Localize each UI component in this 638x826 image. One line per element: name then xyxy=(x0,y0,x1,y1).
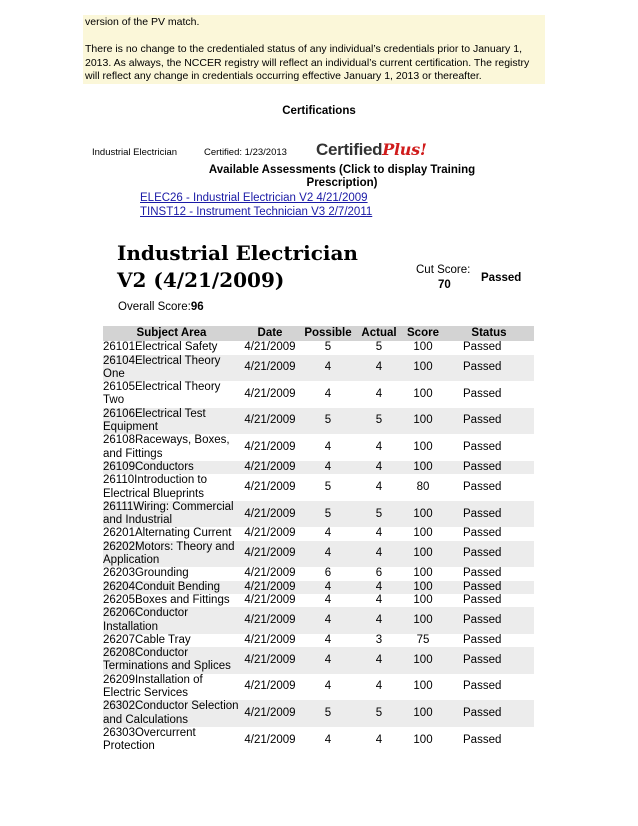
cell-actual: 4 xyxy=(375,733,383,746)
cell-actual: 4 xyxy=(356,461,402,474)
table-row xyxy=(103,727,534,754)
cell-subject-area: 26203Grounding xyxy=(103,567,189,580)
cell-status: Passed xyxy=(444,647,534,674)
header-possible: Possible xyxy=(300,326,356,341)
cell-actual: 4 xyxy=(375,480,383,493)
table-row xyxy=(103,461,534,474)
cell-date: 4/21/2009 xyxy=(240,607,300,634)
cell-actual: 5 xyxy=(356,700,402,727)
cell-date: 4/21/2009 xyxy=(244,593,296,606)
cell-subject-area: 26207Cable Tray xyxy=(103,633,191,646)
table-row xyxy=(103,434,534,461)
cell-subject-area: 26201Alternating Current xyxy=(103,527,232,540)
cell-date: 4/21/2009 xyxy=(244,567,296,580)
cell-subject-area: 26104Electrical Theory One xyxy=(103,355,240,382)
cell-possible: 4 xyxy=(324,527,332,540)
cell-possible: 4 xyxy=(300,647,356,674)
cell-score: 80 xyxy=(416,480,430,493)
registry-notice xyxy=(83,15,545,84)
header-subject-area: Subject Area xyxy=(103,326,240,341)
cell-subject-area: 26302Conductor Selection and Calculations xyxy=(103,700,239,726)
cell-subject-area: 26101Electrical Safety xyxy=(103,341,218,354)
cell-status: Passed xyxy=(463,480,502,493)
table-row xyxy=(103,594,534,607)
cell-actual: 5 xyxy=(375,341,383,354)
cell-actual: 6 xyxy=(375,567,383,580)
scores-table-body xyxy=(103,341,534,753)
cell-status: Passed xyxy=(463,680,502,693)
cell-possible: 4 xyxy=(300,355,356,382)
cell-subject-area: 26208Conductor Terminations and Splices xyxy=(103,647,240,674)
cell-score: 100 xyxy=(402,581,444,594)
logo-plus-text: Plus! xyxy=(382,140,427,159)
assessment-link-tinst12[interactable]: TINST12 - Instrument Technician V3 2/7/2011 xyxy=(140,206,373,218)
cell-status: Passed xyxy=(463,593,502,606)
cell-possible: 4 xyxy=(300,461,356,474)
cell-possible: 4 xyxy=(324,441,332,454)
cell-actual: 4 xyxy=(375,593,383,606)
cell-date: 4/21/2009 xyxy=(240,408,300,435)
cell-score: 100 xyxy=(413,680,433,693)
cell-date: 4/21/2009 xyxy=(244,480,296,493)
cell-subject-area: 26106Electrical Test Equipment xyxy=(103,408,240,435)
table-row xyxy=(103,355,534,382)
cell-date: 4/21/2009 xyxy=(244,387,296,400)
overall-score-label: Overall Score: xyxy=(118,301,191,313)
cell-date: 4/21/2009 xyxy=(244,527,296,540)
cut-score-value: 70 xyxy=(438,279,451,291)
table-row xyxy=(103,501,534,528)
cell-subject-area: 26202Motors: Theory and Application xyxy=(103,541,240,568)
cell-subject-area: 26109Conductors xyxy=(103,461,240,474)
cell-score: 100 xyxy=(402,461,444,474)
header-actual: Actual xyxy=(356,326,402,341)
cell-actual: 3 xyxy=(375,633,383,646)
cell-subject-area: 26205Boxes and Fittings xyxy=(103,593,230,606)
cell-subject-area: 26105Electrical Theory Two xyxy=(103,381,221,407)
notice-line: version of the PV match. xyxy=(85,16,200,28)
assessment-status: Passed xyxy=(481,272,522,284)
cell-status: Passed xyxy=(463,567,502,580)
header-score: Score xyxy=(402,326,444,341)
cell-actual: 5 xyxy=(356,501,402,528)
cell-status: Passed xyxy=(463,441,502,454)
cell-score: 100 xyxy=(402,607,444,634)
certification-name: Industrial Electrician xyxy=(92,147,178,158)
cell-status: Passed xyxy=(444,408,534,435)
cell-score: 100 xyxy=(402,700,444,727)
cell-date: 4/21/2009 xyxy=(244,680,296,693)
cell-possible: 5 xyxy=(300,501,356,528)
table-row xyxy=(103,634,534,647)
cell-status: Passed xyxy=(463,527,502,540)
cell-date: 4/21/2009 xyxy=(240,647,300,674)
table-header-row xyxy=(103,326,534,341)
certification-date: Certified: 1/23/2013 xyxy=(204,147,287,158)
cell-subject-area: 26209Installation of Electric Services xyxy=(103,673,203,700)
certified-plus-logo xyxy=(316,140,427,160)
table-row xyxy=(103,341,534,354)
cell-actual: 4 xyxy=(375,387,383,400)
table-row xyxy=(103,567,534,580)
cell-possible: 4 xyxy=(300,581,356,594)
cell-date: 4/21/2009 xyxy=(240,581,300,594)
cell-score: 100 xyxy=(413,527,433,540)
table-row xyxy=(103,674,534,701)
overall-score-value: 96 xyxy=(190,301,204,313)
cell-actual: 5 xyxy=(356,408,402,435)
cell-status: Passed xyxy=(463,387,502,400)
cell-score: 100 xyxy=(413,733,433,746)
cell-score: 75 xyxy=(416,633,430,646)
cell-date: 4/21/2009 xyxy=(240,541,300,568)
cell-date: 4/21/2009 xyxy=(244,733,296,746)
assessment-link-elec26[interactable]: ELEC26 - Industrial Electrician V2 4/21/2009 xyxy=(140,192,368,204)
cell-status: Passed xyxy=(444,461,534,474)
cell-status: Passed xyxy=(444,501,534,528)
header-date: Date xyxy=(240,326,300,341)
cell-date: 4/21/2009 xyxy=(244,633,296,646)
cell-status: Passed xyxy=(444,541,534,568)
cell-possible: 4 xyxy=(324,680,332,693)
cell-score: 100 xyxy=(402,408,444,435)
cell-possible: 4 xyxy=(300,541,356,568)
cell-possible: 4 xyxy=(300,607,356,634)
cell-status: Passed xyxy=(444,355,534,382)
cell-possible: 5 xyxy=(324,480,332,493)
certification-row xyxy=(92,147,287,158)
scores-table xyxy=(103,326,534,754)
cell-score: 100 xyxy=(413,341,433,354)
overall-score xyxy=(118,301,204,313)
cell-subject-area: 26206Conductor Installation xyxy=(103,607,240,634)
cell-status: Passed xyxy=(444,607,534,634)
cell-score: 100 xyxy=(402,355,444,382)
cell-possible: 4 xyxy=(324,733,332,746)
cell-score: 100 xyxy=(402,647,444,674)
cell-possible: 4 xyxy=(324,593,332,606)
table-row xyxy=(103,408,534,435)
cell-subject-area: 26204Conduit Bending xyxy=(103,581,240,594)
cell-actual: 4 xyxy=(375,527,383,540)
certifications-heading: Certifications xyxy=(282,105,356,117)
cell-status: Passed xyxy=(463,633,502,646)
cell-subject-area: 26110Introduction to Electrical Blueprints xyxy=(103,474,208,500)
cell-subject-area: 26108Raceways, Boxes, and Fittings xyxy=(103,434,230,460)
cell-possible: 4 xyxy=(324,633,332,646)
cell-possible: 5 xyxy=(300,408,356,435)
cell-possible: 6 xyxy=(324,567,332,580)
cell-date: 4/21/2009 xyxy=(240,501,300,528)
table-row xyxy=(103,581,534,594)
cell-actual: 4 xyxy=(375,441,383,454)
table-row xyxy=(103,647,534,674)
cell-actual: 4 xyxy=(356,607,402,634)
cell-status: Passed xyxy=(444,581,534,594)
cell-score: 100 xyxy=(413,593,433,606)
cell-status: Passed xyxy=(444,700,534,727)
cell-score: 100 xyxy=(413,567,433,580)
table-row xyxy=(103,381,534,408)
cell-date: 4/21/2009 xyxy=(244,441,296,454)
cell-date: 4/21/2009 xyxy=(240,355,300,382)
logo-text: Certified xyxy=(316,140,383,159)
cell-actual: 4 xyxy=(356,541,402,568)
table-row xyxy=(103,541,534,568)
cell-score: 100 xyxy=(413,441,433,454)
cell-subject-area: 26111Wiring: Commercial and Industrial xyxy=(103,501,240,528)
cell-actual: 4 xyxy=(356,355,402,382)
cell-status: Passed xyxy=(463,341,502,354)
cell-score: 100 xyxy=(402,541,444,568)
cell-score: 100 xyxy=(402,501,444,528)
cell-date: 4/21/2009 xyxy=(240,700,300,727)
table-row xyxy=(103,527,534,540)
cell-score: 100 xyxy=(413,387,433,400)
table-row xyxy=(103,607,534,634)
cut-score-label: Cut Score: xyxy=(416,264,471,276)
assessments-heading: Available Assessments (Click to display Training Prescription) xyxy=(208,164,476,189)
cell-possible: 5 xyxy=(300,700,356,727)
cell-possible: 4 xyxy=(324,387,332,400)
header-status: Status xyxy=(444,326,534,341)
cell-date: 4/21/2009 xyxy=(240,461,300,474)
cell-actual: 4 xyxy=(356,581,402,594)
table-row xyxy=(103,700,534,727)
cell-actual: 4 xyxy=(375,680,383,693)
assessment-title: Industrial Electrician V2 (4/21/2009) xyxy=(117,241,358,292)
cell-status: Passed xyxy=(463,733,502,746)
table-row xyxy=(103,474,534,501)
cell-subject-area: 26303Overcurrent Protection xyxy=(103,726,196,753)
cell-date: 4/21/2009 xyxy=(244,341,296,354)
notice-paragraph: There is no change to the credentialed status of any individual’s credentials prior to January 1, 2013. As always, the NCCER registry will reflect an individual’s current certification. The registry will reflect any change in credentials occurring effective January 1, 2013 or thereafter. xyxy=(85,43,530,82)
cell-possible: 5 xyxy=(324,341,332,354)
cell-actual: 4 xyxy=(356,647,402,674)
